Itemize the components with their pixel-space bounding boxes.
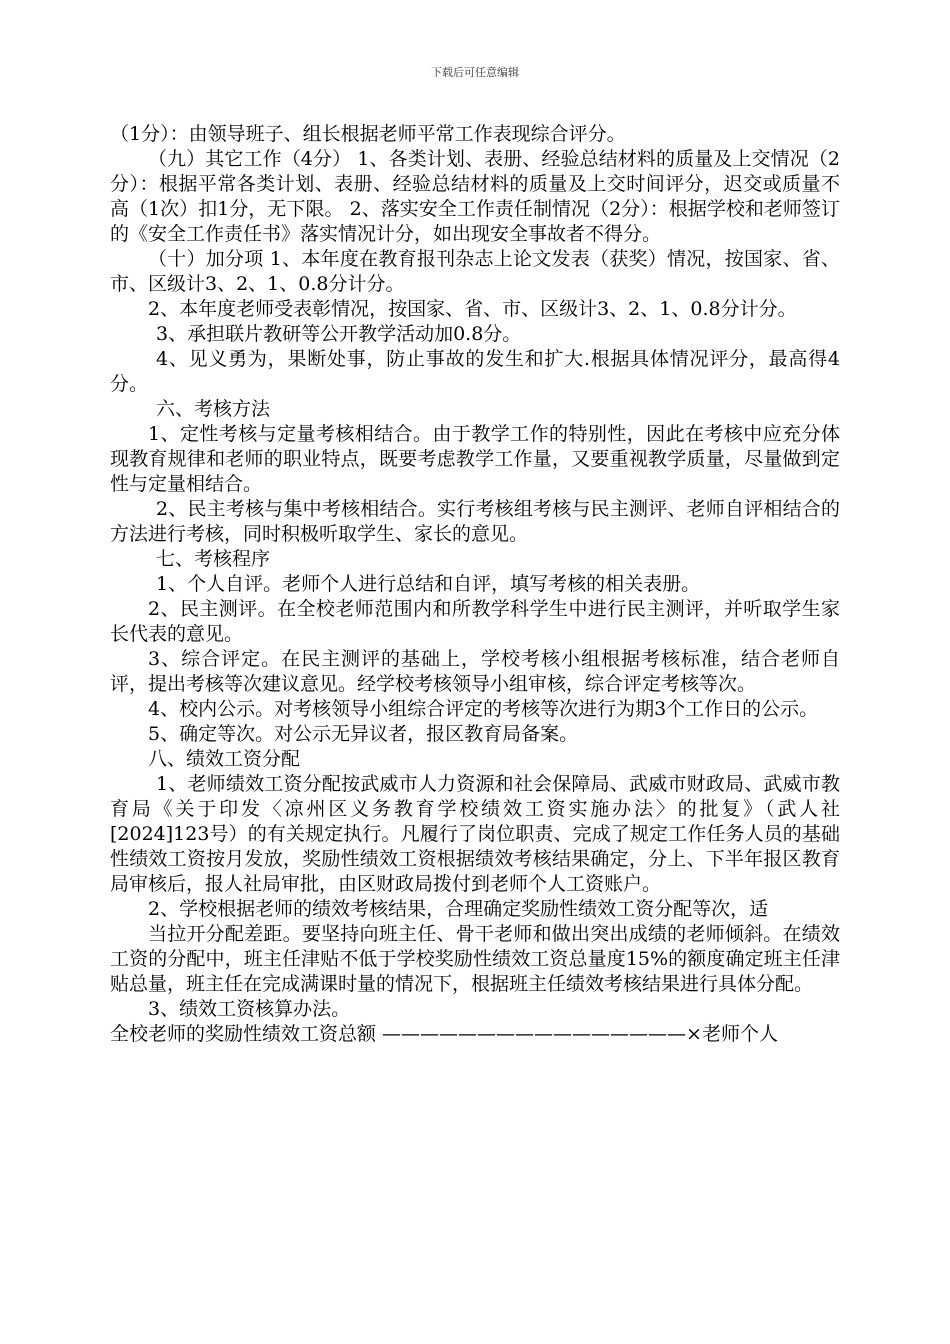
page-header: 下载后可任意编辑 — [431, 66, 519, 79]
paragraph: 1、个人自评。老师个人进行总结和自评，填写考核的相关表册。 — [156, 573, 701, 595]
paragraph: 3、承担联片教研等公开教学活动加0.8分。 — [156, 323, 522, 345]
paragraph: （十）加分项 1、本年度在教育报刊杂志上论文发表（获奖）情况，按国家、省、市、区级计3、2、1、0.8分计分。 — [110, 248, 840, 295]
paragraph: 2、民主考核与集中考核相结合。实行考核组考核与民主测评、老师自评相结合的方法进行考核，同时积极听取学生、家长的意见。 — [110, 498, 840, 545]
paragraph: （九）其它工作（4分） 1、各类计划、表册、经验总结材料的质量及上交情况（2分）：根据平常各类计划、表册、经验总结材料的质量及上交时间评分，迟交或质量不高（1次）扣1分，无下限。 2、落实安全工作责任制情况（2分）：根据学校和老师签订的《安全工作责任书》落实情况计分，如出现安全事故者不得分。 — [110, 148, 840, 245]
section-heading: 八、绩效工资分配 — [148, 748, 301, 770]
paragraph: 3、绩效工资核算办法。 — [148, 998, 351, 1020]
paragraph: 5、确定等次。对公示无异议者，报区教育局备案。 — [148, 723, 579, 745]
section-heading: 七、考核程序 — [156, 548, 271, 570]
section-heading: 六、考核方法 — [156, 398, 271, 420]
document-body — [110, 122, 840, 1047]
paragraph: 1、定性考核与定量考核相结合。由于教学工作的特别性，因此在考核中应充分体现教育规律和老师的职业特点，既要考虑教学工作量，又要重视教学质量，尽量做到定性与定量相结合。 — [110, 423, 840, 495]
paragraph: 2、民主测评。在全校老师范围内和所教学科学生中进行民主测评，并听取学生家长代表的意见。 — [110, 598, 840, 645]
paragraph: 4、校内公示。对考核领导小组综合评定的考核等次进行为期3个工作日的公示。 — [148, 698, 819, 720]
paragraph: 4、见义勇为，果断处事，防止事故的发生和扩大.根据具体情况评分，最高得4分。 — [110, 348, 840, 395]
paragraph: 2、学校根据老师的绩效考核结果，合理确定奖励性绩效工资分配等次，适 — [148, 898, 769, 920]
paragraph: 2、本年度老师受表彰情况，按国家、省、市、区级计3、2、1、0.8分计分。 — [148, 298, 797, 320]
paragraph: 当拉开分配差距。要坚持向班主任、骨干老师和做出突出成绩的老师倾斜。在绩效工资的分配中，班主任津贴不低于学校奖励性绩效工资总量度15%的额度确定班主任津贴总量，班主任在完成满课时量的情况下，根据班主任绩效考核结果进行具体分配。 — [110, 923, 840, 995]
paragraph: 3、综合评定。在民主测评的基础上，学校考核小组根据考核标准，结合老师自评，提出考核等次建议意见。经学校考核领导小组审核，综合评定考核等次。 — [110, 648, 840, 695]
paragraph: （1分）：由领导班子、组长根据老师平常工作表现综合评分。 — [110, 123, 626, 145]
formula-line: 全校老师的奖励性绩效工资总额 ————————————————×老师个人 — [110, 1023, 778, 1045]
paragraph: 1、老师绩效工资分配按武威市人力资源和社会保障局、武威市财政局、武威市教育局《关于印发〈凉州区义务教育学校绩效工资实施办法〉的批复》（武人社[2024]123号）的有关规定执行。凡履行了岗位职责、完成了规定工作任务人员的基础性绩效工资按月发放，奖励性绩效工资根据绩效考核结果确定，分上、下半年报区教育局审核后，报人社局审批，由区财政局拨付到老师个人工资账户。 — [110, 773, 840, 895]
